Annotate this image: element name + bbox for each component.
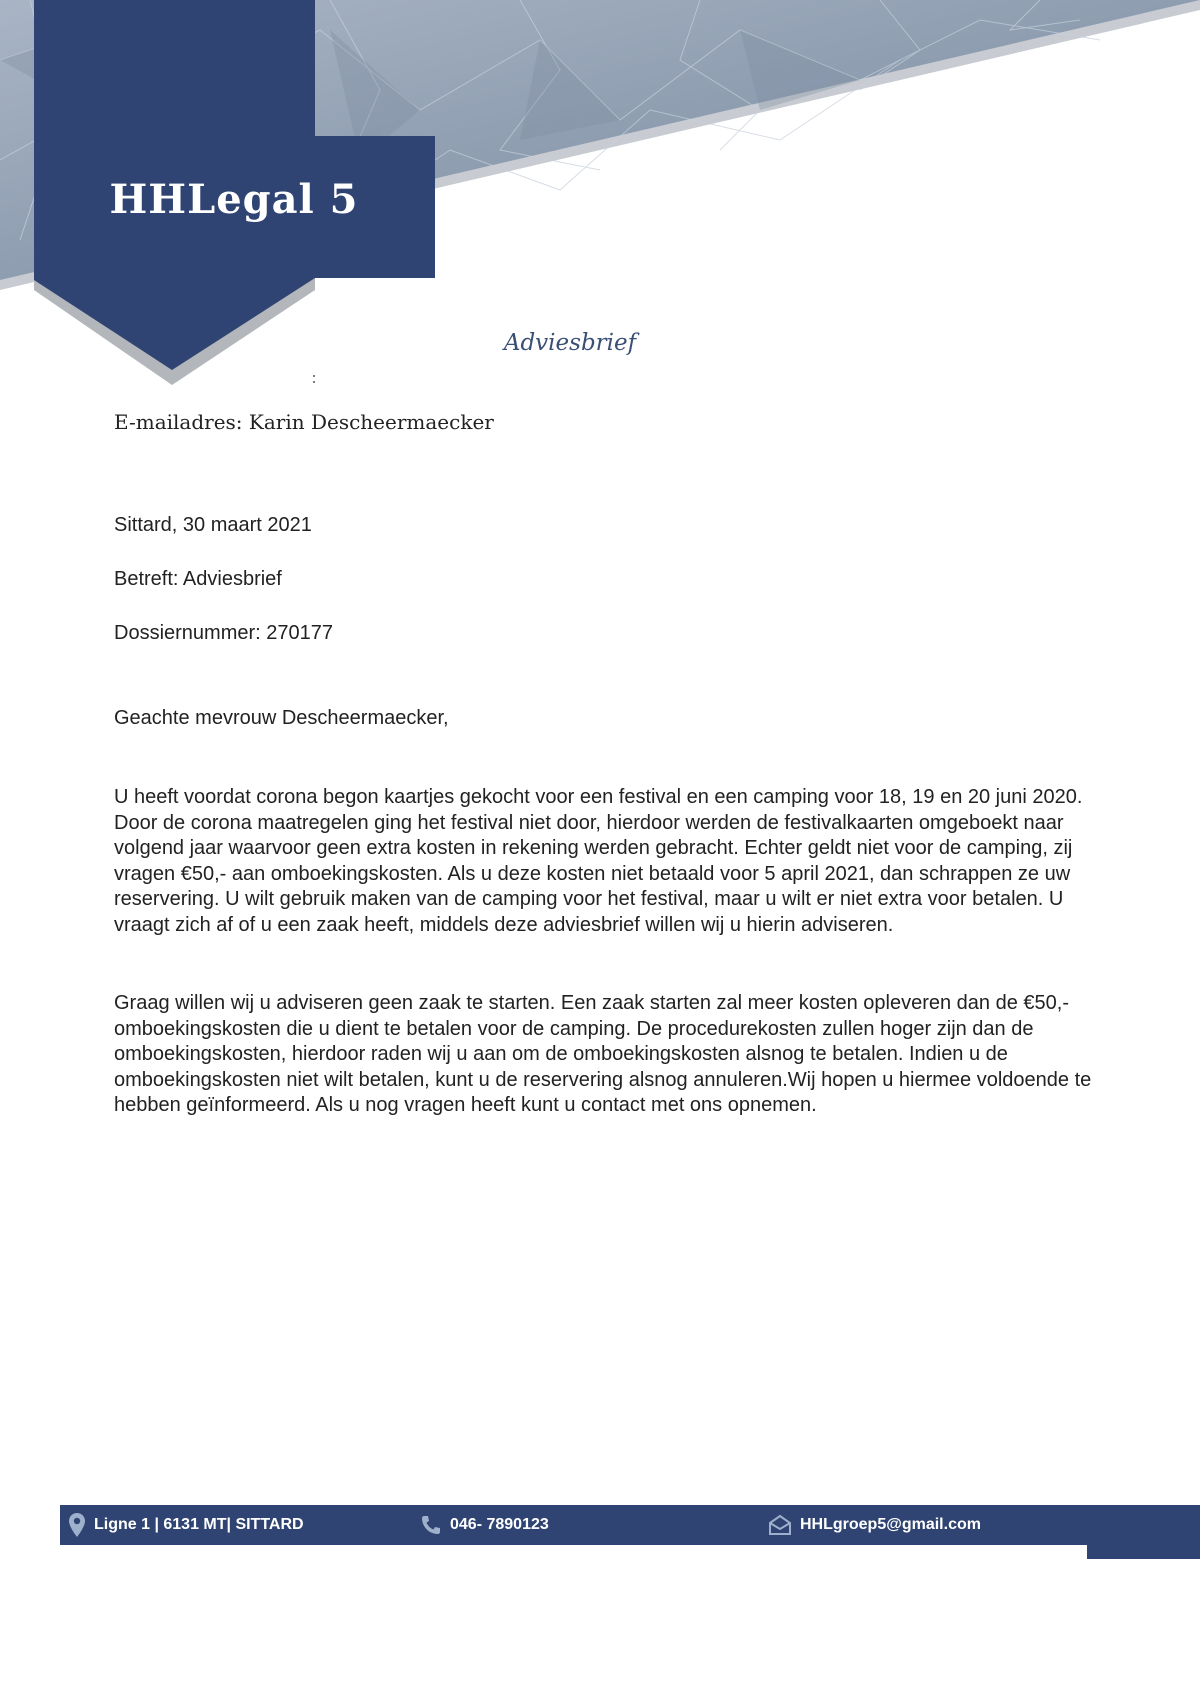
footer-email-text[interactable]: HHLgroep5@gmail.com — [800, 1516, 981, 1533]
footer-address — [68, 1510, 304, 1540]
body-paragraph-1: U heeft voordat corona begon kaartjes gekocht voor een festival en een camping voor 18, 19 en 20 juni 2020. Door de corona maatregelen ging het festival niet door, hierdoor werden de festivalkaarten omgeboekt naar volgend jaar waarvoor geen extra kosten in rekening werden gebracht. Echter geldt niet voor de camping, zij vragen €50,- aan omboekingskosten. Als u deze kosten niet betaald voor 5 april 2021, dan schrappen ze uw reservering. U wilt gebruik maken van de camping voor het festival, maar u wilt er niet extra voor betalen. U vraagt zich af of u een zaak heeft, middels deze adviesbrief willen wij u hierin adviseren. — [114, 786, 1083, 936]
footer-email[interactable] — [768, 1510, 981, 1540]
footer-address-text: Ligne 1 | 6131 MT| SITTARD — [94, 1516, 304, 1533]
company-logo-text: HHLegal 5 — [109, 176, 359, 223]
subject-line: Betreft: Adviesbrief — [114, 568, 282, 590]
footer-tab — [1087, 1505, 1200, 1559]
phone-icon — [420, 1514, 442, 1536]
recipient-email-line: E-mailadres: Karin Descheermaecker — [114, 410, 494, 434]
envelope-icon — [768, 1514, 792, 1536]
salutation: Geachte mevrouw Descheermaecker, — [114, 707, 449, 729]
footer-phone-text: 046- 7890123 — [450, 1516, 549, 1533]
body-paragraph-2: Graag willen wij u adviseren geen zaak te starten. Een zaak starten zal meer kosten opleveren dan de €50,- omboekingskosten die u dient te betalen voor de camping. De procedurekosten zullen hoger zijn dan de omboekingskosten, hierdoor raden wij u aan om de omboekingskosten alsnog te betalen. Indien u de omboekingskosten niet wilt betalen, kunt u de reservering alsnog annuleren.Wij hopen u hiermee voldoende te hebben geïnformeerd. Als u nog vragen heeft kunt u contact met ons opnemen. — [114, 992, 1092, 1116]
dossier-number: Dossiernummer: 270177 — [114, 622, 333, 644]
document-title: Adviesbrief — [503, 330, 637, 356]
location-pin-icon — [68, 1512, 86, 1538]
footer-phone — [420, 1510, 549, 1540]
place-date: Sittard, 30 maart 2021 — [114, 514, 312, 536]
